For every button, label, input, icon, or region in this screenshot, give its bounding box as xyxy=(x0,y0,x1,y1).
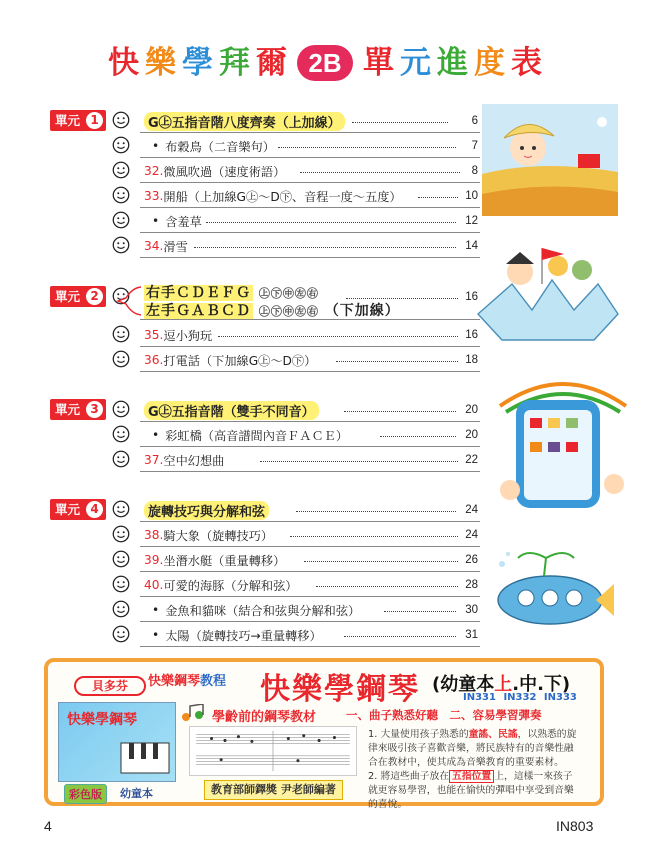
smiley-icon xyxy=(112,425,130,443)
volume-badge: 2B xyxy=(297,45,353,81)
ad-features: 一、曲子熟悉好聽 二、容易學習彈奏 xyxy=(346,708,542,722)
page-number: 18 xyxy=(465,354,478,366)
title-char: 學 xyxy=(182,44,213,81)
product-codes: IN331 IN332 IN333 xyxy=(463,692,577,703)
page-number: 12 xyxy=(465,215,478,227)
dot-leader xyxy=(316,586,458,587)
toc-entry: • 含羞草 xyxy=(152,214,202,229)
dot-leader xyxy=(344,411,456,412)
page-number: 20 xyxy=(465,404,478,416)
page-number: 8 xyxy=(471,165,478,177)
submarine-fish-illustration xyxy=(488,544,618,640)
page-number: 30 xyxy=(465,604,478,616)
dot-leader xyxy=(344,636,456,637)
smiley-icon xyxy=(112,211,130,229)
dot-leader xyxy=(384,611,456,612)
toc-entry: 35. 逗小狗玩 xyxy=(144,328,213,343)
brand-badge: 貝多芬 xyxy=(74,676,146,696)
divider xyxy=(140,546,480,547)
title-char: 樂 xyxy=(145,44,176,81)
kid-edition-tag: 幼童本 xyxy=(120,787,153,800)
ad-main-title: 快樂學鋼琴 xyxy=(260,672,420,707)
smiley-icon xyxy=(112,400,130,418)
smiley-icon xyxy=(112,236,130,254)
dot-leader xyxy=(346,298,458,299)
page-number: 26 xyxy=(465,554,478,566)
page-number: 20 xyxy=(465,429,478,441)
smiley-icon xyxy=(112,500,130,518)
smiley-icon xyxy=(112,575,130,593)
divider xyxy=(140,646,480,647)
music-note-icon xyxy=(180,704,206,722)
divider xyxy=(140,232,480,233)
divider xyxy=(140,596,480,597)
page-number-footer: 4 xyxy=(44,818,52,834)
divider xyxy=(140,132,480,133)
smiley-icon xyxy=(112,111,130,129)
smiley-icon xyxy=(112,525,130,543)
title-char: 進 xyxy=(437,44,468,81)
toc-row[interactable] xyxy=(0,348,650,372)
smiley-icon xyxy=(112,350,130,368)
divider xyxy=(140,421,480,422)
dot-leader xyxy=(290,536,458,537)
page-number: 31 xyxy=(465,629,478,641)
divider xyxy=(140,521,480,522)
title-char: 度 xyxy=(474,44,505,81)
divider xyxy=(140,319,480,320)
toc-entry: G㊤五指音階八度齊奏（上加線） xyxy=(144,109,345,133)
divider xyxy=(140,371,480,372)
dot-leader xyxy=(352,122,448,123)
page-number: 7 xyxy=(471,140,478,152)
page-number: 24 xyxy=(465,504,478,516)
toc-entry: 40. 可愛的海豚（分解和弦） xyxy=(144,578,298,593)
ad-subtitle: 學齡前的鋼琴教材 xyxy=(212,710,317,725)
toc-entry: 34. 滑雪 xyxy=(144,239,188,254)
toc-entry: 33. 開船（上加線G㊤～D㊦、音程一度～五度） xyxy=(144,189,402,204)
series-label: 快樂鋼琴教程 xyxy=(148,674,227,689)
cover-title: 快樂學鋼琴 xyxy=(67,712,137,728)
bracket-icon xyxy=(114,284,144,318)
left-hand-line: 左手ＧＡＢＣＤ ㊤㊦㊥㊧㊨ （下加線） xyxy=(146,303,400,319)
title-char: 快 xyxy=(108,44,139,81)
ad-note-2: 2. 將這些曲子放在 五指位置 上，這樣一來孩子就更容易學習，也能在愉快的彈唱中享受到音樂的喜悅。 xyxy=(368,771,574,810)
title-char: 單 xyxy=(363,44,394,81)
page-number: 10 xyxy=(465,190,478,202)
smiley-icon xyxy=(112,625,130,643)
dot-leader xyxy=(300,172,460,173)
page-number: 16 xyxy=(465,291,478,303)
dot-leader xyxy=(380,436,456,437)
divider xyxy=(140,446,480,447)
smiley-icon xyxy=(112,136,130,154)
author-credit: 教育部師鐸獎 尹老師編著 xyxy=(204,780,343,800)
page-number: 24 xyxy=(465,529,478,541)
page-title xyxy=(0,38,650,88)
phone-kids-illustration xyxy=(496,372,630,520)
right-hand-line: 右手ＣＤＥＦＧ ㊤㊦㊥㊧㊨ xyxy=(146,285,319,301)
toc-entry: 36. 打電話（下加線G㊤～D㊦） xyxy=(144,353,317,368)
toc-entry: • 金魚和貓咪（結合和弦與分解和弦） xyxy=(152,603,361,618)
dot-leader xyxy=(336,361,458,362)
page-number: 22 xyxy=(465,454,478,466)
edition-label: (幼童本上.中.下) xyxy=(432,674,571,695)
smiley-icon xyxy=(112,325,130,343)
title-char: 爾 xyxy=(256,44,287,81)
toc-entry: G㊤五指音階（雙手不同音） xyxy=(144,398,319,422)
dot-leader xyxy=(304,561,458,562)
girl-field-illustration xyxy=(482,104,618,216)
piano-icon xyxy=(119,733,171,777)
toc-entry: • 太陽（旋轉技巧→重量轉移） xyxy=(152,628,322,643)
title-char: 拜 xyxy=(219,44,250,81)
sheet-music-image xyxy=(189,726,357,776)
book-code: IN803 xyxy=(556,818,594,834)
page-number: 14 xyxy=(465,240,478,252)
divider xyxy=(140,346,480,347)
divider xyxy=(140,571,480,572)
dot-leader xyxy=(206,222,456,223)
dot-leader xyxy=(218,336,458,337)
toc-entry: 38. 騎大象（旋轉技巧） xyxy=(144,528,274,543)
smiley-icon xyxy=(112,450,130,468)
color-edition-tag: 彩色版 xyxy=(64,784,107,804)
unit-tag: 單元 3 xyxy=(50,399,106,420)
unit-tag: 單元 4 xyxy=(50,499,106,520)
smiley-icon xyxy=(112,161,130,179)
dot-leader xyxy=(278,147,456,148)
divider xyxy=(140,157,480,158)
unit-tag: 單元 2 xyxy=(50,286,106,307)
dot-leader xyxy=(194,247,456,248)
divider xyxy=(140,257,480,258)
smiley-icon xyxy=(112,600,130,618)
title-char: 表 xyxy=(511,44,542,81)
advertisement-box xyxy=(44,658,604,810)
toc-entry: 旋轉技巧與分解和弦 xyxy=(144,498,269,522)
toc-entry: 32. 微風吹過（速度術語） xyxy=(144,164,286,179)
toc-entry: • 彩虹橋（高音譜間內音ＦＡＣＥ） xyxy=(152,428,349,443)
page-number: 6 xyxy=(471,115,478,127)
book-cover-image xyxy=(58,702,176,782)
dot-leader xyxy=(260,461,458,462)
divider xyxy=(140,471,480,472)
divider xyxy=(140,207,480,208)
toc-entry: 39. 坐潛水艇（重量轉移） xyxy=(144,553,286,568)
dot-leader xyxy=(296,511,456,512)
page-number: 16 xyxy=(465,329,478,341)
divider xyxy=(140,182,480,183)
toc-entry: 37. 空中幻想曲 xyxy=(144,453,225,468)
title-char: 元 xyxy=(400,44,431,81)
smiley-icon xyxy=(112,186,130,204)
unit-tag: 單元 1 xyxy=(50,110,106,131)
divider xyxy=(140,621,480,622)
smiley-icon xyxy=(112,550,130,568)
toc-entry: • 布穀鳥（二音樂句） xyxy=(152,139,275,154)
ad-note-1: 1. 大量使用孩子熟悉的童謠、民謠，以熟悉的旋律來吸引孩子喜歡音樂，將民族特有的音樂性融合在教材中，使其成為音樂教育的重要素材。 xyxy=(368,729,577,768)
paper-boat-illustration xyxy=(472,244,622,350)
page-number: 28 xyxy=(465,579,478,591)
